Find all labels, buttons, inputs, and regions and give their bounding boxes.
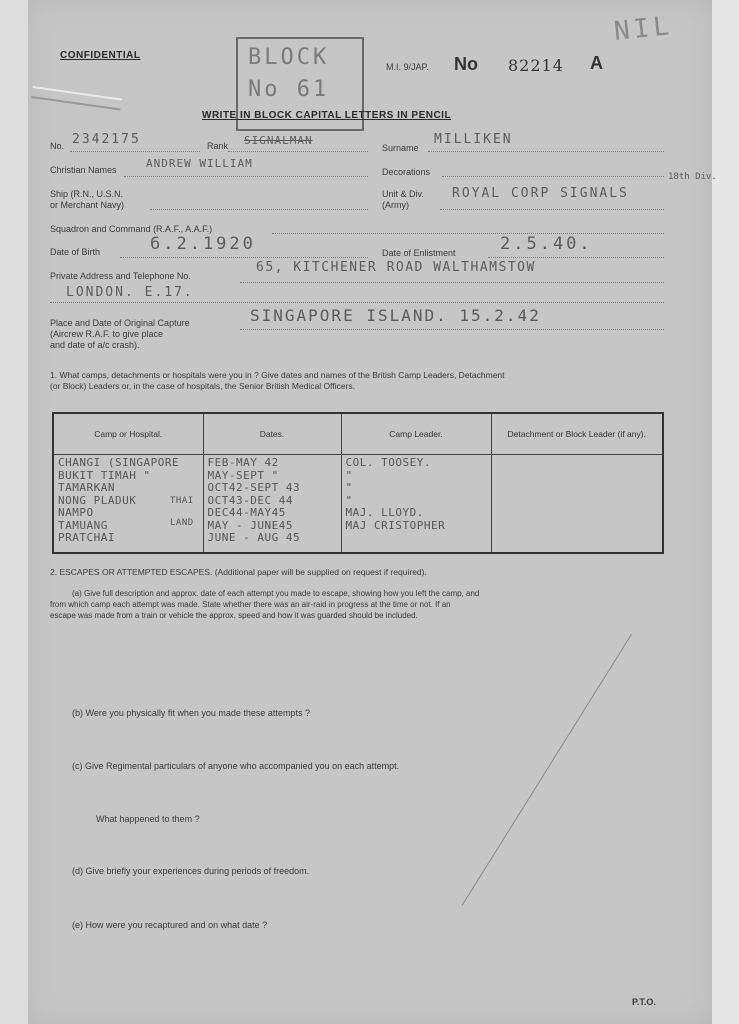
stamp-line-2: No 61 bbox=[248, 77, 330, 102]
table-header-dates: Dates. bbox=[203, 413, 341, 455]
address-line-1 bbox=[240, 282, 664, 283]
date-range: MAY-SEPT " bbox=[207, 468, 279, 482]
form-number: 82214 bbox=[508, 56, 564, 75]
dates-cell bbox=[203, 455, 341, 554]
rank-value: SIGNALMAN bbox=[244, 134, 313, 147]
christian-names-value: ANDREW WILLIAM bbox=[146, 157, 253, 170]
squadron-line bbox=[272, 233, 664, 234]
capture-line bbox=[240, 329, 664, 330]
rank-label: Rank bbox=[207, 141, 229, 151]
camp-name: CHANGI (SINGAPORE bbox=[58, 456, 180, 469]
unit-value: ROYAL CORP SIGNALS bbox=[452, 186, 629, 201]
q2-a-line-2: from which camp each attempt was made. State whether there was an air-raid in progress at the time or not. If an bbox=[50, 600, 451, 609]
no-line bbox=[70, 151, 200, 152]
q2-c-sub: What happened to them ? bbox=[96, 814, 200, 824]
camp-leader: MAJ CRISTOPHER bbox=[345, 518, 446, 532]
dob-line bbox=[120, 257, 368, 258]
unit-division: 18th Div. bbox=[668, 172, 717, 182]
thailand-label-2: LAND bbox=[170, 518, 194, 528]
form-suffix: A bbox=[590, 53, 603, 73]
camp-leader: COL. TOOSEY. bbox=[345, 456, 431, 469]
decorations-line bbox=[442, 176, 664, 177]
date-range: MAY - JUNE45 bbox=[207, 518, 293, 532]
q2-b: (b) Were you physically fit when you made these attempts ? bbox=[72, 708, 310, 718]
ship-line bbox=[150, 209, 368, 210]
date-range: JUNE - AUG 45 bbox=[207, 531, 301, 544]
q2-a-line-1: (a) Give full description and approx. date of each attempt you made to escape, showing how you left the camp, and bbox=[72, 589, 480, 598]
pto-label: P.T.O. bbox=[632, 997, 656, 1007]
camp-name: TAMARKAN bbox=[58, 481, 115, 494]
address-line-2 bbox=[50, 302, 664, 303]
camp-leader: " bbox=[345, 481, 353, 494]
address-value-2: LONDON. E.17. bbox=[66, 285, 194, 300]
camp-leader: " bbox=[345, 493, 353, 507]
background-right bbox=[712, 0, 739, 1024]
camp-name: TAMUANG bbox=[58, 518, 108, 532]
table-row bbox=[53, 455, 663, 554]
date-range: FEB-MAY 42 bbox=[207, 456, 279, 469]
table-header-detachment: Detachment or Block Leader (if any). bbox=[491, 413, 663, 455]
ship-label-2: or Merchant Navy) bbox=[50, 200, 125, 210]
ship-label-1: Ship (R.N., U.S.N. bbox=[50, 189, 124, 199]
squadron-label: Squadron and Command (R.A.F., A.A.F.) bbox=[50, 224, 213, 234]
rank-line bbox=[228, 151, 368, 152]
q2-title: 2. ESCAPES OR ATTEMPTED ESCAPES. (Additional paper will be supplied on request if required). bbox=[50, 567, 427, 577]
no-value: 2342175 bbox=[72, 132, 141, 147]
camp-name: NONG PLADUK bbox=[58, 493, 137, 507]
christian-names-label: Christian Names bbox=[50, 165, 117, 175]
q1-text-2: (or Block) Leaders or, in the case of hospitals, the Senior British Medical Officers. bbox=[50, 381, 356, 391]
camp-leader: MAJ. LLOYD. bbox=[345, 506, 424, 519]
surname-line bbox=[428, 151, 664, 152]
table-header-row bbox=[53, 413, 663, 455]
enlistment-value: 2.5.40. bbox=[500, 234, 593, 254]
camp-name: BUKIT TIMAH " bbox=[58, 468, 151, 482]
capture-label-2: (Aircrew R.A.F. to give place bbox=[50, 329, 164, 339]
instruction-heading: WRITE IN BLOCK CAPITAL LETTERS IN PENCIL bbox=[202, 110, 452, 121]
capture-label-1: Place and Date of Original Capture bbox=[50, 318, 190, 328]
form-code: M.I. 9/JAP. bbox=[386, 62, 429, 72]
q1-text-1: 1. What camps, detachments or hospitals were you in ? Give dates and names of the British Camp Leaders, Detachment bbox=[50, 370, 505, 380]
nil-mark: NIL bbox=[612, 11, 675, 47]
enlistment-label: Date of Enlistment bbox=[382, 248, 456, 258]
camps-table bbox=[52, 412, 664, 554]
surname-label: Surname bbox=[382, 143, 419, 153]
camp-name: NAMPO bbox=[58, 506, 94, 519]
date-range: OCT42-SEPT 43 bbox=[207, 481, 301, 494]
unit-label-2: (Army) bbox=[382, 200, 409, 210]
dob-label: Date of Birth bbox=[50, 247, 101, 257]
date-range: OCT43-DEC 44 bbox=[207, 493, 293, 507]
camp-leader: " bbox=[345, 468, 353, 482]
address-value-1: 65, KITCHENER ROAD WALTHAMSTOW bbox=[256, 260, 536, 275]
date-range: DEC44-MAY45 bbox=[207, 506, 286, 519]
q2-c: (c) Give Regimental particulars of anyone who accompanied you on each attempt. bbox=[72, 761, 400, 771]
camp-cell bbox=[53, 455, 203, 554]
q2-d: (d) Give briefly your experiences during periods of freedom. bbox=[72, 866, 310, 876]
number-symbol: No bbox=[454, 54, 478, 74]
dob-value: 6.2.1920 bbox=[150, 234, 256, 254]
capture-value: SINGAPORE ISLAND. 15.2.42 bbox=[250, 306, 541, 325]
confidential-label: CONFIDENTIAL bbox=[60, 50, 141, 61]
no-label: No. bbox=[50, 141, 65, 151]
capture-label-3: and date of a/c crash). bbox=[50, 340, 140, 350]
q2-a-line-3: escape was made from a train or vehicle the approx. speed and how it was guarded should be included. bbox=[50, 611, 418, 620]
decorations-label: Decorations bbox=[382, 167, 431, 177]
surname-value: MILLIKEN bbox=[434, 132, 513, 147]
address-label: Private Address and Telephone No. bbox=[50, 271, 191, 281]
stamp-line-1: BLOCK bbox=[248, 45, 330, 70]
camp-name: PRATCHAI bbox=[58, 531, 115, 544]
unit-label-1: Unit & Div. bbox=[382, 189, 424, 199]
detachment-cell bbox=[491, 455, 663, 554]
enlistment-line bbox=[488, 257, 664, 258]
table-header-camp: Camp or Hospital. bbox=[53, 413, 203, 455]
unit-line bbox=[440, 209, 664, 210]
thailand-label-1: THAI bbox=[170, 496, 194, 506]
leader-cell bbox=[341, 455, 491, 554]
table-header-leader: Camp Leader. bbox=[341, 413, 491, 455]
q2-e: (e) How were you recaptured and on what date ? bbox=[72, 920, 268, 930]
christian-line bbox=[124, 176, 368, 177]
